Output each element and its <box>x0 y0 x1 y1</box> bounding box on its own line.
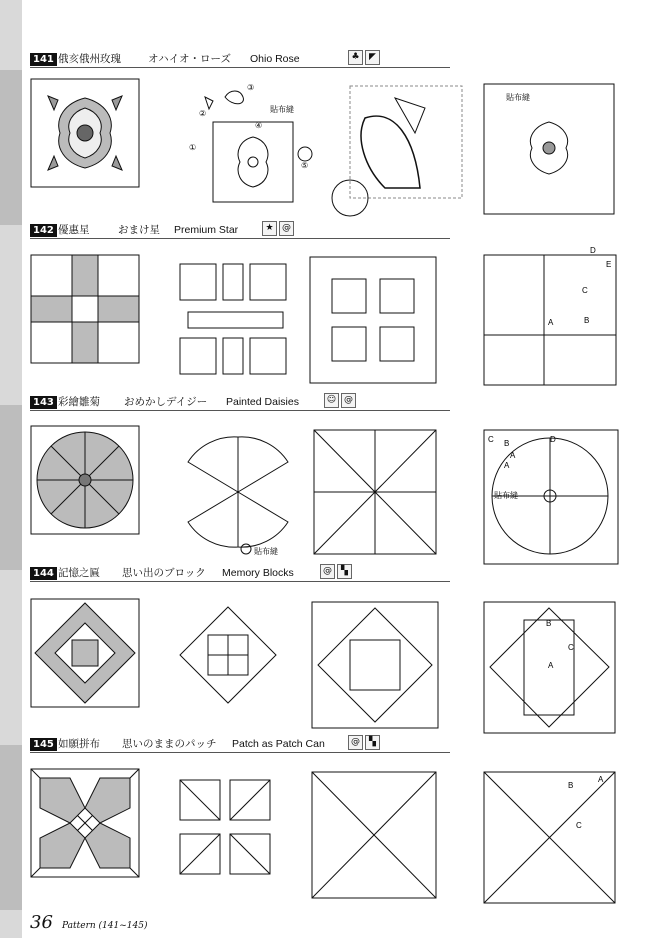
premium-star-block <box>30 254 140 364</box>
patch-as-patch-can-piecing <box>178 778 273 878</box>
pattern-name-jp: 思い出のブロック <box>122 567 206 579</box>
pattern-143-header <box>30 395 450 411</box>
pattern-name-en: Premium Star <box>174 224 239 236</box>
ohio-rose-quilting <box>482 82 617 217</box>
pattern-name-zh: 俄亥俄州玫瑰 <box>58 53 121 65</box>
premium-star-piecing <box>178 262 298 377</box>
difficulty-icons <box>348 735 382 749</box>
applique-label: 貼布縫 <box>494 491 518 500</box>
pattern-name-zh: 記憶之匾 <box>58 567 100 579</box>
pattern-name-jp: おまけ星 <box>118 224 160 236</box>
pattern-name-en: Patch as Patch Can <box>232 738 325 750</box>
premium-star-quilting <box>482 245 622 390</box>
step-label: ⑤ <box>301 161 309 170</box>
spiral-icon: @ <box>348 735 363 750</box>
face-icon: ☺ <box>324 393 339 408</box>
pattern-144-header <box>30 566 450 582</box>
pattern-name-zh: 如願拼布 <box>58 738 100 750</box>
painted-daisies-piecing <box>178 432 298 557</box>
patch-as-patch-can-quilting <box>482 770 617 905</box>
spiral-icon: @ <box>320 564 335 579</box>
page-number: 36 <box>30 912 53 933</box>
step-label: ④ <box>255 121 263 130</box>
piece-label: A <box>548 318 554 327</box>
piece-label: B <box>568 781 574 790</box>
piece-label: C <box>576 821 582 830</box>
patch-as-patch-can-template <box>310 770 438 902</box>
pattern-name-en: Ohio Rose <box>250 53 300 65</box>
difficulty-icons <box>324 393 358 407</box>
footer-label: Pattern (141~145) <box>62 921 148 931</box>
pattern-number: 142 <box>30 224 57 237</box>
pattern-name-jp: 思いのままのパッチ <box>122 738 217 750</box>
piece-label: B <box>546 619 552 628</box>
applique-label: 貼布縫 <box>506 93 530 102</box>
header-rule <box>30 410 450 411</box>
header-rule <box>30 238 450 239</box>
sidebar-band <box>0 70 22 225</box>
premium-star-template <box>308 255 438 385</box>
piece-label: A <box>598 775 604 784</box>
pattern-141-header <box>30 52 450 68</box>
step-label: ③ <box>247 83 255 92</box>
piece-label: C <box>488 435 494 444</box>
pattern-142-header <box>30 223 450 239</box>
header-rule <box>30 752 450 753</box>
page-sidebar <box>0 0 22 938</box>
piece-label: B <box>584 316 590 325</box>
spiral-icon: @ <box>341 393 356 408</box>
painted-daisies-block <box>30 425 140 537</box>
memory-blocks-block <box>30 598 140 708</box>
memory-blocks-quilting <box>482 600 617 735</box>
piece-label: A <box>510 451 516 460</box>
pattern-number: 141 <box>30 53 57 66</box>
patch-as-patch-can-block <box>30 768 140 880</box>
ohio-rose-piecing <box>185 82 315 212</box>
piece-label: A <box>504 461 510 470</box>
applique-label: 貼布縫 <box>254 547 278 556</box>
pattern-name-en: Memory Blocks <box>222 567 294 579</box>
ohio-rose-block <box>30 78 140 188</box>
piece-label: E <box>606 260 612 269</box>
piece-label: A <box>548 661 554 670</box>
pattern-name-jp: おめかしデイジー <box>124 396 208 408</box>
pattern-name-jp: オハイオ・ローズ <box>148 53 231 65</box>
page-footer <box>30 912 147 933</box>
pattern-number: 143 <box>30 396 57 409</box>
sidebar-band <box>0 405 22 570</box>
memory-blocks-piecing <box>178 605 278 705</box>
step-label: ② <box>199 109 207 118</box>
squares-icon: ▚ <box>337 564 352 579</box>
painted-daisies-quilting <box>482 428 622 566</box>
star-icon: ★ <box>262 221 277 236</box>
applique-label: 貼布縫 <box>270 105 294 114</box>
pattern-name-zh: 優惠星 <box>58 224 90 236</box>
painted-daisies-template <box>312 428 438 558</box>
spiral-icon: @ <box>279 221 294 236</box>
difficulty-icons <box>262 221 296 235</box>
memory-blocks-template <box>310 600 440 730</box>
piece-label: D <box>590 246 596 255</box>
difficulty-icons <box>348 50 382 64</box>
pattern-number: 144 <box>30 567 57 580</box>
tree-icon: ♣ <box>348 50 363 65</box>
header-rule <box>30 67 450 68</box>
ohio-rose-template <box>325 78 465 218</box>
corner-icon: ◤ <box>365 50 380 65</box>
piece-label: D <box>550 435 556 444</box>
squares-icon: ▚ <box>365 735 380 750</box>
piece-label: C <box>568 643 574 652</box>
pattern-name-en: Painted Daisies <box>226 396 299 408</box>
difficulty-icons <box>320 564 354 578</box>
sidebar-band <box>0 745 22 910</box>
pattern-name-zh: 彩繪雛菊 <box>58 396 100 408</box>
pattern-145-header <box>30 737 450 753</box>
pattern-number: 145 <box>30 738 57 751</box>
piece-label: B <box>504 439 510 448</box>
piece-label: C <box>582 286 588 295</box>
step-label: ① <box>189 143 197 152</box>
header-rule <box>30 581 450 582</box>
